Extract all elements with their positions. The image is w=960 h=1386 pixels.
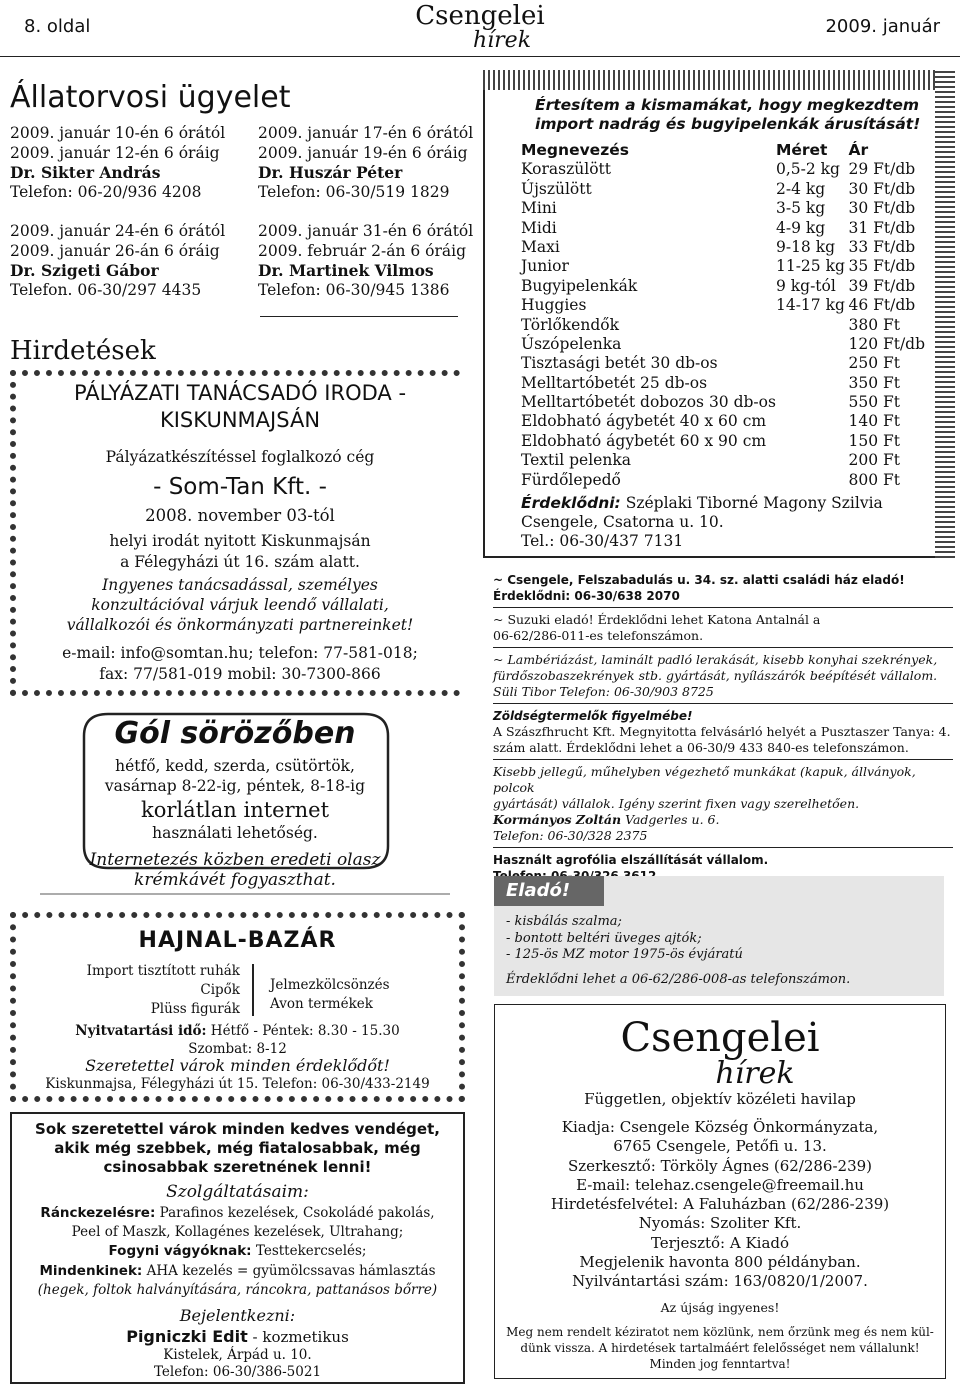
vet-right-block-1 [258,124,478,202]
product-name: Mini [521,199,557,218]
contact-label: Érdeklődni: [521,494,621,512]
classified-5-contact: Telefon: 06-30/328 2375 [493,828,648,843]
product-price: 29 Ft/db [848,160,916,179]
product-size [776,393,849,412]
divider [493,759,953,760]
vet-doctor: Dr. Huszár Péter [258,163,403,182]
product-price: 350 Ft [848,373,900,392]
price-row [521,471,931,490]
hajnal-title: HAJNAL-BAZÁR [138,928,337,953]
col-header: Méret [775,141,828,159]
product-name: Koraszülött [521,160,611,179]
vet-left-block-1 [10,124,250,202]
vet-title: Állatorvosi ügyelet [10,80,291,115]
price-row [521,296,931,315]
classified-4-title: Zöldségtermelők figyelmébe! [493,709,693,723]
somtan-date: 2008. november 03-tól [145,506,335,525]
somtan-free-3: vállalkozói és önkormányzati partnereinket! [66,616,414,634]
vet-line: 2009. január 10-én 6 órától [10,124,226,142]
product-name: Junior [521,257,569,276]
price-row [521,354,931,373]
imprint-line: Terjesztő: A Kiadó [650,1233,790,1252]
somtan-contact: e-mail: info@somtan.hu; telefon: 77-581-018; [62,644,418,662]
baby-headline-1: Értesítem a kismamákat, hogy megkezdtem [535,96,920,114]
hajnal-hours-label: Nyitvatartási idő: [75,1023,207,1039]
product-name: Melltartóbetét dobozos 30 db-os [521,393,776,412]
sale-item: - bontott beltéri üveges ajtók; [506,930,702,946]
divider [493,647,953,648]
hajnal-left-list [20,962,240,1019]
classified-5-addr: Vadgerles u. 6. [621,812,720,827]
classified-2-contact: 06-62/286-011-es telefonszámon. [493,628,704,643]
gol-coffee [80,850,390,890]
service-text: Testtekercselés; [255,1243,367,1260]
vet-line: 2009. január 12-én 6 óráig [10,143,220,162]
divider [493,607,953,608]
product-size: 3-5 kg [775,199,826,218]
product-price: 46 Ft/db [848,296,916,315]
service-text: Peel of Maszk, Kollagénes kezelések, Ultrahang; [71,1224,404,1241]
imprint-line: Nyomás: Szoliter Kft. [638,1214,802,1233]
product-price: 33 Ft/db [848,237,916,256]
product-price: 30 Ft/db [848,199,916,218]
product-size: 9 kg-tól [775,276,836,295]
product-price: 120 Ft/db [848,334,926,353]
baby-box-pattern [935,70,955,558]
somtan-heading: PÁLYÁZATI TANÁCSADÓ IRODA - [73,381,407,405]
hajnal-item: Avon termékek [270,996,373,1012]
gol-coffee-1: Internetezés közben eredeti olasz [89,850,381,870]
beauty-services-title: Szolgáltatásaim: [166,1182,309,1202]
imprint-subtitle: hírek [715,1056,795,1091]
somtan-free: Ingyenes tanácsadással, személyes [102,576,378,594]
classified-3: ~ Lambériázást, laminált padló lerakását, kisebb konyhai szekrények, [493,652,938,667]
product-name: Bugyipelenkák [521,276,638,295]
divider [493,847,953,848]
classified-1-contact: Érdeklődni: 06-30/638 2070 [493,589,680,603]
hajnal-welcome: Szeretettel várok minden érdeklődőt! [85,1056,390,1075]
product-size: 9-18 kg [775,237,836,256]
masthead-title: Csengelei [415,1,545,31]
product-size [776,432,849,451]
price-row [521,180,931,199]
product-price: 140 Ft [848,412,900,431]
imprint-line: E-mail: telehaz.csengele@freemail.hu [576,1175,864,1194]
product-name: Úszópelenka [521,334,622,353]
somtan-office: helyi irodát nyitott Kiskunmajsán [109,532,371,550]
product-name: Törlőkendők [521,315,619,334]
somtan-free-2: konzultációval várjuk leendő vállalati, [91,596,389,614]
classified-6: Használt agrofólia elszállítását vállalom. [493,853,769,867]
sale-items [506,914,936,964]
vet-phone: Telefon: 06-30/519 1829 [258,182,450,201]
sale-item: - kisbálás szalma; [506,914,622,929]
product-name: Újszülött [521,179,592,198]
product-name: Eldobható ágybetét 60 x 90 cm [521,431,767,450]
baby-box-pattern [483,70,955,90]
contact-tel: Tel.: 06-30/437 7131 [521,532,684,550]
service-text: Parafinos kezelések, Csokoládé pakolás, [159,1205,435,1221]
imprint-details [500,1118,940,1292]
product-size [776,374,849,393]
col-header: Megnevezés [521,141,629,159]
classified-5: Kisebb jellegű, műhelyben végezhető munkákat (kapuk, állványok, polcok [493,764,916,795]
imprint-line: Kiadja: Csengele Község Önkormányzata, [561,1118,879,1136]
sale-contact: Érdeklődni lehet a 06-62/286-008-as telefonszámon. [506,972,851,987]
hajnal-right-list [270,976,450,1014]
baby-headline-2: import nadrág és bugyipelenkák árusítását! [535,115,921,133]
notice-line: dünk vissza. A hirdetések tartalmáért felelősséget nem vállalunk! [520,1341,920,1355]
price-row [521,393,931,412]
gol-use: használati lehetőség. [152,824,318,842]
product-price: 380 Ft [848,315,900,334]
vet-line: 2009. február 2-án 6 óráig [258,241,467,260]
contact-address: Csengele, Csatorna u. 10. [521,513,724,531]
beauty-role: - kozmetikus [247,1328,349,1346]
service-text: AHA kezelés = gyümölcssavas hámlasztás [146,1262,436,1279]
price-row [521,160,931,179]
divider [493,703,953,704]
product-price: 800 Ft [848,470,900,489]
gol-days: hétfő, kedd, szerda, csütörtök, [115,757,355,775]
product-price: 39 Ft/db [848,276,916,295]
price-row [521,451,931,470]
vet-line: 2009. január 26-án 6 óráig [10,241,220,260]
hajnal-address: Kiskunmajsa, Félegyházi út 15. Telefon: 06-30/433-2149 [45,1076,430,1092]
imprint-notice [500,1324,940,1372]
service-label: Ránckezelésre: [40,1205,156,1221]
notice-line: Meg nem rendelt kéziratot nem közlünk, nem őrzünk meg és nem kül- [506,1325,934,1339]
hajnal-saturday: Szombat: 8-12 [188,1041,287,1057]
divider [252,964,254,1016]
product-price: 250 Ft [848,354,900,373]
contact-name: Széplaki Tiborné Magony Szilvia [625,494,883,512]
somtan-heading-2: KISKUNMAJSÁN [159,408,321,432]
price-table-wrap [521,141,931,490]
price-row [521,412,931,431]
product-size [776,451,849,470]
imprint-line: Nyilvántartási szám: 163/0820/1/2007. [572,1272,868,1291]
product-size: 14-17 kg [775,296,845,315]
classified-4b: szám alatt. Érdeklődni lehet a 06-30/9 433 840-es telefonszámon. [493,740,909,755]
product-size [776,316,849,335]
beauty-address: Kistelek, Árpád u. 10. [163,1347,312,1363]
baby-contact [521,494,931,551]
product-size: 2-4 kg [775,179,826,198]
masthead [410,2,550,52]
service-label: Mindenkinek: [39,1262,143,1279]
price-row [521,335,931,354]
imprint-line: Szerkesztő: Törköly Ágnes (62/286-239) [567,1156,873,1175]
hajnal-item: Jelmezkölcsönzés [270,977,390,993]
beauty-intro: Sok szeretettel várok minden kedves vendéget, akik még szebbek, még fiatalosabbak, még csinosabbak szeretnének lenni! [35,1120,440,1176]
vet-line: 2009. január 24-én 6 órától [10,222,226,240]
beauty-services [14,1204,461,1300]
classified-3b: fürdőszobaszekrények stb. gyártását, nyílászárók beépítését vállalom. [493,668,938,683]
beauty-book: Bejelentkezni: [179,1306,296,1325]
product-name: Midi [521,218,557,237]
col-header: Ár [848,141,869,159]
masthead-subtitle: hírek [472,28,532,53]
classified-1: ~ Csengele, Felszabadulás u. 34. sz. alatti családi ház eladó! [493,573,905,587]
vet-phone: Telefon. 06-30/297 4435 [10,280,202,299]
imprint-line: Megjelenik havonta 800 példányban. [579,1253,861,1272]
imprint-masthead [600,1015,840,1091]
imprint-line: Hirdetésfelvétel: A Faluházban (62/286-239) [550,1195,890,1214]
product-name: Melltartóbetét 25 db-os [521,373,708,392]
product-price: 30 Ft/db [848,179,916,198]
service-label: Fogyni vágyóknak: [108,1243,252,1260]
sale-title: Eladó! [506,880,571,901]
price-row [521,432,931,451]
product-name: Tisztasági betét 30 db-os [521,354,718,373]
beauty-name: Pigniczki Edit [126,1327,248,1346]
product-price: 200 Ft [848,451,900,470]
product-name: Eldobható ágybetét 40 x 60 cm [521,412,767,431]
price-row [521,199,931,218]
ads-title: Hirdetések [10,336,156,366]
vet-line: 2009. január 31-én 6 órától [258,222,474,240]
gol-ad [20,706,450,896]
classifieds [493,572,953,884]
gol-coffee-2: krémkávét fogyaszthat. [134,870,336,890]
product-size [776,354,849,373]
price-row [521,219,931,238]
classified-5-name: Kormányos Zoltán [493,812,622,827]
divider [260,316,458,317]
imprint-line: 6765 Csengele, Petőfi u. 13. [613,1137,827,1156]
vet-phone: Telefon: 06-30/945 1386 [258,280,450,299]
page-number: 8. oldal [24,16,91,37]
product-price: 35 Ft/db [848,257,916,276]
product-name: Maxi [521,237,560,256]
hajnal-item: Plüss figurák [150,1001,240,1017]
price-row [521,257,931,276]
beauty-contact [20,1347,455,1381]
hajnal-item: Import tisztított ruhák [86,963,240,979]
price-row [521,238,931,257]
beauty-phone: Telefon: 06-30/386-5021 [153,1364,322,1380]
hajnal-item: Cipők [200,982,240,998]
hajnal-hours-value: Hétfő - Péntek: 8.30 - 15.30 [210,1023,400,1039]
classified-2: ~ Suzuki eladó! Érdeklődni lehet Katona Antalnál a [493,612,821,627]
vet-line: 2009. január 19-én 6 óráig [258,143,468,162]
service-text: (hegek, foltok halványítására, ráncokra, pattanásos bőrre) [37,1281,438,1298]
product-size: 4-9 kg [775,218,826,237]
hajnal-hours [20,1022,455,1058]
vet-doctor: Dr. Szigeti Gábor [10,261,159,280]
product-size [776,412,849,431]
classified-3-contact: Süli Tibor Telefon: 06-30/903 8725 [493,684,714,699]
sale-item: - 125-ös MZ motor 1975-ös évjáratú [506,947,743,962]
imprint-tagline: Független, objektív közéleti havilap [584,1090,856,1108]
product-name: Fürdőlepedő [521,470,621,489]
product-price: 150 Ft [848,431,900,450]
product-size [776,471,849,490]
product-size: 0,5-2 kg [775,160,840,179]
somtan-sub: Pályázatkészítéssel foglalkozó cég [105,448,375,466]
baby-headline [535,96,935,134]
vet-line: 2009. január 17-én 6 órától [258,124,474,142]
product-size: 11-25 kg [775,257,845,276]
classified-4: A Szászfhrucht Kft. Megnyitotta felvásárló helyét a Pusztaszer Tanya: 4. [493,724,951,739]
issue-date: 2009. január [825,16,940,37]
somtan-name: - Som-Tan Kft. - [153,474,327,500]
price-body [521,160,931,490]
somtan-ad [20,380,460,685]
price-row [521,374,931,393]
vet-doctor: Dr. Sikter András [10,163,161,182]
vet-doctor: Dr. Martinek Vilmos [258,261,434,280]
classified-5b: gyártását) vállalok. Igény szerint fixen vagy szerelhetően. [493,796,860,811]
notice-line: Minden jog fenntartva! [649,1357,791,1371]
vet-right-block-2 [258,222,478,300]
beauty-name-line [20,1327,455,1346]
product-size [776,335,849,354]
imprint-free: Az újság ingyenes! [660,1300,780,1315]
imprint-title: Csengelei [620,1015,820,1061]
gol-days-2: vasárnap 8-22-ig, péntek, 8-18-ig [104,777,366,795]
price-row [521,277,931,296]
product-price: 31 Ft/db [848,218,916,237]
somtan-office-2: a Félegyházi út 16. szám alatt. [120,553,360,571]
gol-title: Gól sörözőben [114,716,356,751]
price-header-row [521,141,931,160]
vet-left-block-2 [10,222,250,300]
gol-internet: korlátlan internet [140,798,330,822]
somtan-contact-2: fax: 77/581-019 mobil: 30-7300-866 [99,665,381,683]
gol-hours [80,756,390,796]
vet-phone: Telefon: 06-20/936 4208 [10,182,202,201]
product-name: Textil pelenka [521,451,631,470]
product-price: 550 Ft [848,393,900,412]
price-row [521,316,931,335]
price-table [521,141,931,490]
product-name: Huggies [521,296,587,315]
